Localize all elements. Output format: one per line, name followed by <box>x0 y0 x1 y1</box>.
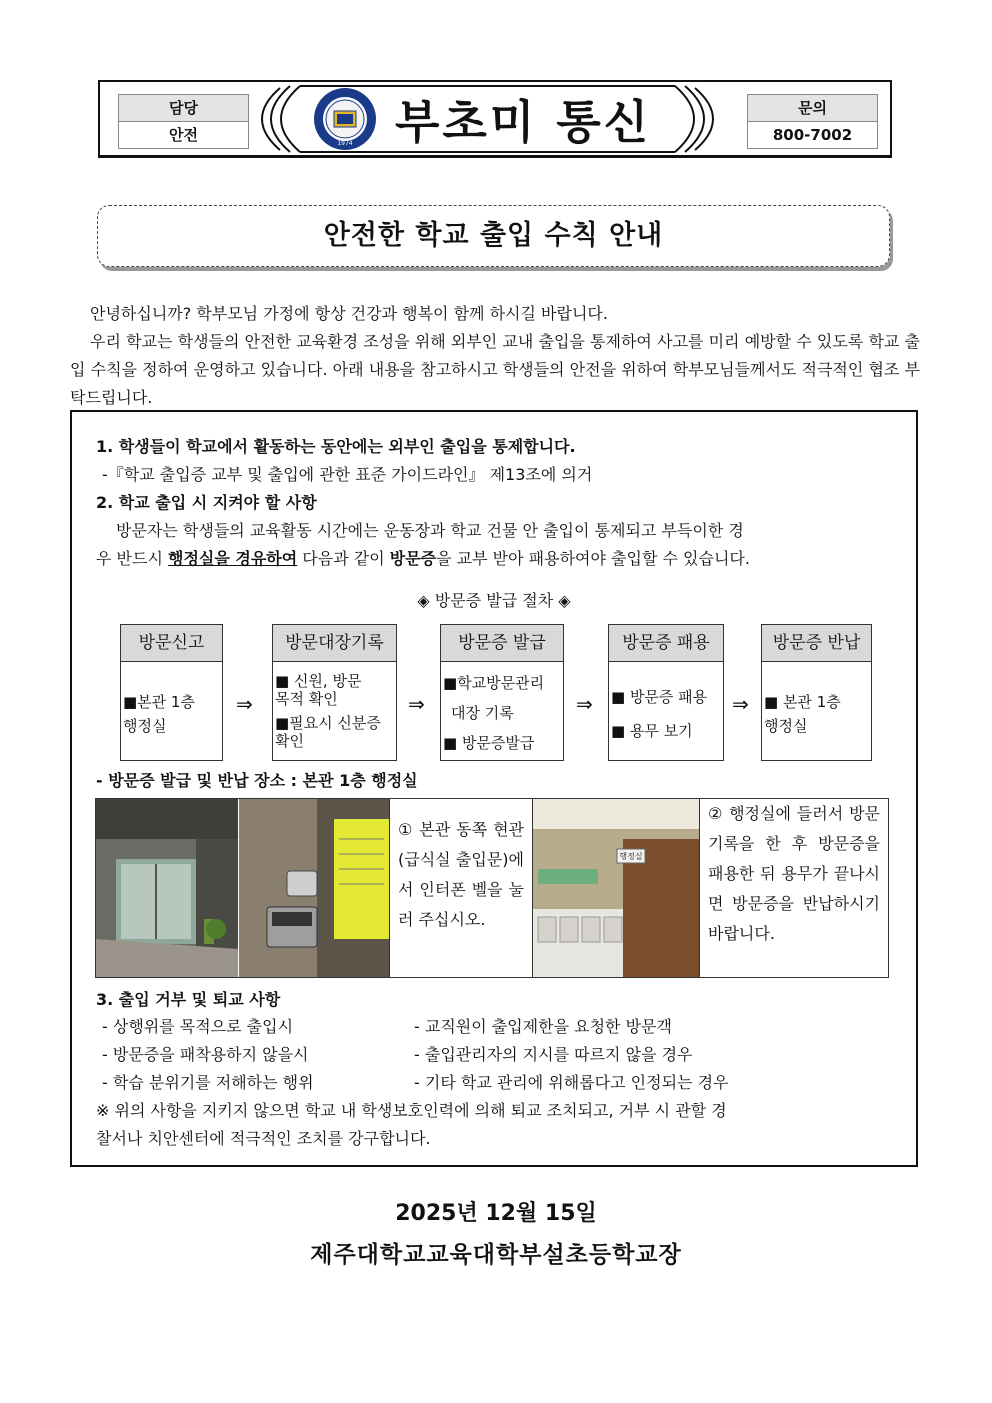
refusal-item: - 학습 분위기를 저해하는 행위 <box>102 1073 314 1092</box>
warning-line1: ※ 위의 사항을 지키지 않으면 학교 내 학생보호인력에 의해 퇴교 조치되고, 거부 시 관할 경 <box>96 1101 727 1120</box>
admin-office-photo <box>533 799 699 977</box>
step-title: 방문증 반납 <box>762 625 871 662</box>
visitor-pass-word: 방문증 <box>389 549 437 568</box>
line2-post: 을 교부 받아 패용하여야 출입할 수 있습니다. <box>436 549 750 568</box>
step-line: 확인 <box>275 732 304 750</box>
school-logo-emblem <box>312 86 378 152</box>
line2-mid: 다음과 같이 <box>297 549 390 568</box>
section1-heading: 1. 학생들이 학교에서 활동하는 동안에는 외부인 출입을 통제합니다. <box>96 437 576 456</box>
step-pass-wear <box>608 624 724 761</box>
refusal-item: - 기타 학교 관리에 위해롭다고 인정되는 경우 <box>414 1073 729 1092</box>
step-title: 방문증 발급 <box>441 625 563 662</box>
caption-cell-1 <box>389 799 533 977</box>
step-line: ■ 본관 1층 <box>764 693 841 711</box>
intercom-photo <box>239 799 389 977</box>
in-charge-value: 안전 <box>169 126 198 144</box>
refusal-item: - 교직원이 출입제한을 요청한 방문객 <box>414 1017 672 1036</box>
procedure-title: ◈ 방문증 발급 절차 ◈ <box>417 591 571 610</box>
arrow-icon: ⇒ <box>236 692 253 716</box>
refusal-item: - 상행위를 목적으로 출입시 <box>102 1017 294 1036</box>
principal-signature: 제주대학교교육대학부설초등학교장 <box>310 1242 682 1268</box>
step-line: ■필요시 신분증 <box>275 714 381 732</box>
section2-line2 <box>96 546 750 569</box>
issue-date: 2025년 12월 15일 <box>395 1201 597 1226</box>
step-line: 행정실 <box>123 717 167 735</box>
refusal-item: - 출입관리자의 지시를 따르지 않을 경우 <box>414 1045 693 1064</box>
office-door-sign: 행정실 <box>619 852 643 861</box>
step-line: ■학교방문관리 <box>443 674 545 692</box>
pass-location-note: - 방문증 발급 및 반납 장소 : 본관 1층 행정실 <box>96 771 418 790</box>
arrow-icon: ⇒ <box>576 692 593 716</box>
section3-heading: 3. 출입 거부 및 퇴교 사항 <box>96 990 281 1009</box>
intro-greeting: 안녕하십니까? 학부모님 가정에 항상 건강과 행복이 함께 하시길 바랍니다. <box>90 304 608 323</box>
step-title: 방문대장기록 <box>273 625 396 662</box>
step-title: 방문신고 <box>121 625 222 662</box>
warning-line2: 찰서나 치안센터에 적극적인 조치를 강구합니다. <box>96 1129 431 1148</box>
step-pass-issue <box>440 624 564 761</box>
arrow-icon: ⇒ <box>732 692 749 716</box>
newsletter-title: 부초미 통신 <box>395 95 652 149</box>
via-admin-office: 행정실을 경유하여 <box>168 549 298 568</box>
entrance-caption: ① 본관 동쪽 현관(급식실 출입문)에서 인터폰 벨을 눌러 주십시오. <box>398 820 524 929</box>
step-line: 대장 기록 <box>451 704 514 722</box>
notice-subtitle: 안전한 학교 출입 수칙 안내 <box>97 205 890 267</box>
logo-year: 1974 <box>337 140 353 147</box>
step-visit-log <box>272 624 397 761</box>
inquiry-box <box>747 94 878 149</box>
location-photo-strip <box>95 798 889 978</box>
step-pass-return <box>761 624 872 761</box>
line2-pre: 우 반드시 <box>96 549 168 568</box>
step-line: ■ 방문증발급 <box>443 734 535 752</box>
step-title: 방문증 패용 <box>609 625 723 662</box>
step-line: ■ 신원, 방문 <box>275 672 362 690</box>
step-visit-report <box>120 624 223 761</box>
admin-office-caption: ② 행정실에 들러서 방문 기록을 한 후 방문증을 패용한 뒤 용무가 끝나시면 방문증을 반납하시기 바랍니다. <box>708 804 880 943</box>
section2-line1: 방문자는 학생들의 교육활동 시간에는 운동장과 학교 건물 안 출입이 통제되고 부득이한 경 <box>116 521 744 540</box>
arrow-icon: ⇒ <box>408 692 425 716</box>
step-line: 목적 확인 <box>275 690 338 708</box>
refusal-item: - 방문증을 패착용하지 않을시 <box>102 1045 309 1064</box>
entrance-photo <box>96 799 238 977</box>
section1-note: -『학교 출입증 교부 및 출입에 관한 표준 가이드라인』 제13조에 의거 <box>102 465 593 484</box>
in-charge-label: 담당 <box>119 95 248 122</box>
inquiry-label: 문의 <box>748 95 877 122</box>
section2-heading: 2. 학교 출입 시 지켜야 할 사항 <box>96 493 317 512</box>
step-line: ■ 용무 보기 <box>611 722 693 740</box>
step-line: ■본관 1층 <box>123 693 195 711</box>
main-content-box <box>70 410 918 1167</box>
contact-person-box <box>118 94 249 149</box>
inquiry-phone: 800-7002 <box>772 126 853 144</box>
caption-cell-2 <box>699 799 888 977</box>
step-line: 행정실 <box>764 717 808 735</box>
step-line: ■ 방문증 패용 <box>611 688 708 706</box>
intro-text <box>70 300 920 412</box>
intro-body: 우리 학교는 학생들의 안전한 교육환경 조성을 위해 외부인 교내 출입을 통제하여 사고를 미리 예방할 수 있도록 학교 출입 수칙을 정하여 운영하고 있습니다. 아래 내용을 참고하시고 학생들의 안전을 위하여 학부모님들께서도 적극적인 협조 부탁드립니다. <box>70 332 920 407</box>
